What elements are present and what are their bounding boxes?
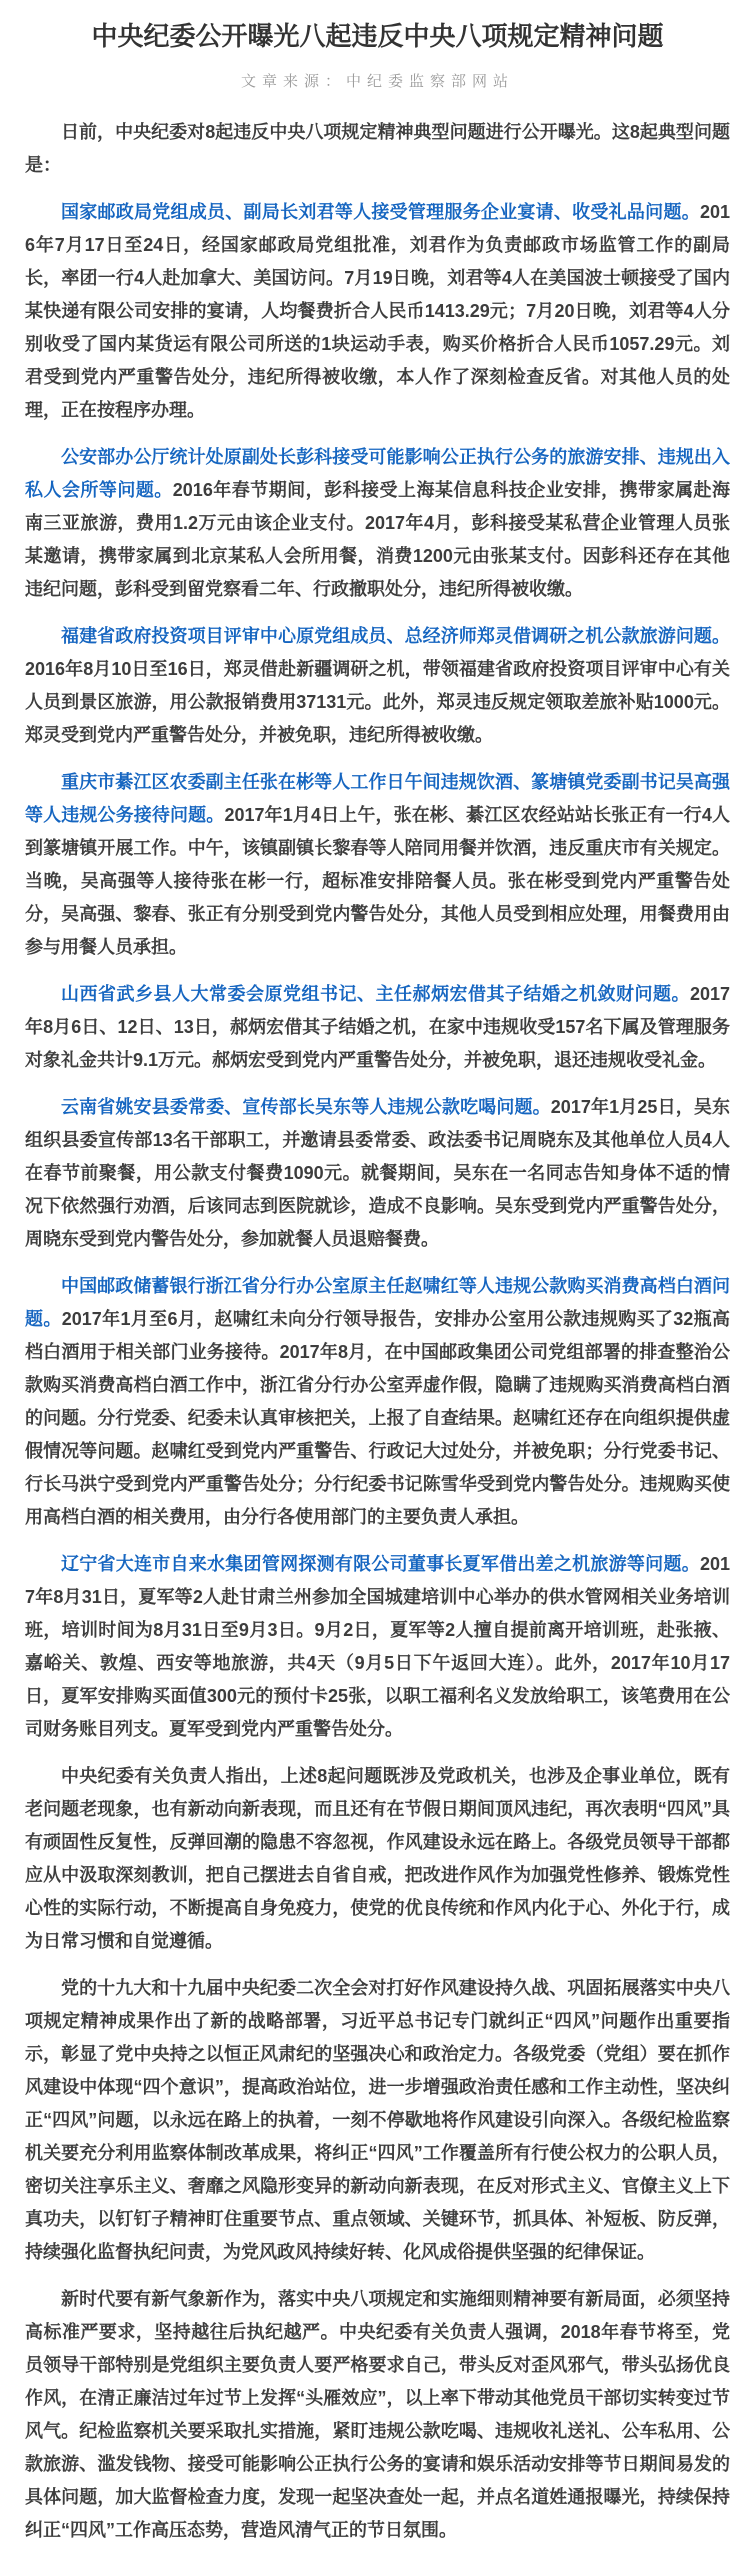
article-paragraph: 重庆市綦江区农委副主任张在彬等人工作日午间违规饮酒、篆塘镇党委副书记吴高强等人违规公务接待问题。2017年1月4日上午，张在彬、綦江区农经站站长张正有一行4人到篆塘镇开展工作。中午，该镇副镇长黎春等人陪同用餐并饮酒，违反重庆市有关规定。当晚，吴高强等人接待张在彬一行，超标准安排陪餐人员。张在彬受到党内严重警告处分，吴高强、黎春、张正有分别受到党内警告处分，其他人员受到相应处理，用餐费用由参与用餐人员承担。 bbox=[25, 772, 731, 957]
article-source: 文章来源：中纪委监察部网站 bbox=[240, 72, 514, 90]
article-paragraph: 新时代要有新气象新作为，落实中央八项规定和实施细则精神要有新局面，必须坚持高标准严要求，坚持越往后执纪越严。中央纪委有关负责人强调，2018年春节将至，党员领导干部特别是党组织主要负责人要严格要求自己，带头反对歪风邪气，带头弘扬优良作风，在清正廉洁过年过节上发挥“头雁效应”，以上率下带动其他党员干部切实转变过节风气。纪检监察机关要采取扎实措施，紧盯违规公款吃喝、违规收礼送礼、公车私用、公款旅游、滥发钱物、接受可能影响公正执行公务的宴请和娱乐活动安排等节日期间易发的具体问题，加大监督检查力度，发现一起坚决查处一起，并点名道姓通报曝光，持续保持纠正“四风”工作高压态势，营造风清气正的节日氛围。 bbox=[25, 2289, 730, 2540]
paragraph-lead: 山西省武乡县人大常委会原党组书记、主任郝炳宏借其子结婚之机敛财问题。 bbox=[61, 984, 690, 1004]
paragraph-lead: 重庆市綦江区农委副主任张在彬等人工作日午间违规饮酒、篆塘镇党委副书记吴高强等人违规公务接待问题。 bbox=[25, 772, 730, 825]
article-paragraph: 日前，中央纪委对8起违反中央八项规定精神典型问题进行公开曝光。这8起典型问题是： bbox=[25, 122, 730, 175]
paragraph-lead: 公安部办公厅统计处原副处长彭科接受可能影响公正执行公务的旅游安排、违规出入私人会所等问题。 bbox=[25, 447, 730, 500]
article-paragraph: 公安部办公厅统计处原副处长彭科接受可能影响公正执行公务的旅游安排、违规出入私人会所等问题。2016年春节期间，彭科接受上海某信息科技企业安排，携带家属赴海南三亚旅游，费用1.2万元由该企业支付。2017年4月，彭科接受某私营企业管理人员张某邀请，携带家属到北京某私人会所用餐，消费1200元由张某支付。因彭科还存在其他违纪问题，彭科受到留党察看二年、行政撤职处分，违纪所得被收缴。 bbox=[25, 447, 731, 599]
paragraph-lead: 国家邮政局党组成员、副局长刘君等人接受管理服务企业宴请、收受礼品问题。 bbox=[61, 202, 700, 222]
article-title: 中央纪委公开曝光八起违反中央八项规定精神问题 bbox=[91, 21, 664, 51]
paragraph-lead: 中国邮政储蓄银行浙江省分行办公室原主任赵啸红等人违规公款购买消费高档白酒问题。 bbox=[25, 1276, 730, 1329]
paragraph-lead: 云南省姚安县委常委、宣传部长吴东等人违规公款吃喝问题。 bbox=[61, 1097, 551, 1117]
article-paragraph: 云南省姚安县委常委、宣传部长吴东等人违规公款吃喝问题。2017年1月25日，吴东组织县委宣传部13名干部职工，并邀请县委常委、政法委书记周晓东及其他单位人员4人在春节前聚餐，用公款支付餐费1090元。就餐期间，吴东在一名同志告知身体不适的情况下依然强行劝酒，后该同志到医院就诊，造成不良影响。吴东受到党内严重警告处分，周晓东受到党内警告处分，参加就餐人员退赔餐费。 bbox=[25, 1097, 730, 1249]
article-paragraph: 中央纪委有关负责人指出，上述8起问题既涉及党政机关，也涉及企事业单位，既有老问题老现象，也有新动向新表现，而且还有在节假日期间顶风违纪，再次表明“四风”具有顽固性反复性，反弹回潮的隐患不容忽视，作风建设永远在路上。各级党员领导干部都应从中汲取深刻教训，把自己摆进去自省自戒，把改进作风作为加强党性修养、锻炼党性心性的实际行动，不断提高自身免疫力，使党的优良传统和作风内化于心、外化于行，成为日常习惯和自觉遵循。 bbox=[25, 1766, 730, 1951]
article-page bbox=[0, 20, 755, 2547]
article-paragraph: 党的十九大和十九届中央纪委二次全会对打好作风建设持久战、巩固拓展落实中央八项规定精神成果作出了新的战略部署，习近平总书记专门就纠正“四风”问题作出重要指示，彰显了党中央持之以恒正风肃纪的坚强决心和政治定力。各级党委（党组）要在抓作风建设中体现“四个意识”，提高政治站位，进一步增强政治责任感和工作主动性，坚决纠正“四风”问题，以永远在路上的执着，一刻不停歇地将作风建设引向深入。各级纪检监察机关要充分利用监察体制改革成果，将纠正“四风”工作覆盖所有行使公权力的公职人员，密切关注享乐主义、奢靡之风隐形变异的新动向新表现，在反对形式主义、官僚主义上下真功夫，以钉钉子精神盯住重要节点、重点领域、关键环节，抓具体、补短板、防反弹，持续强化监督执纪问责，为党风政风持续好转、化风成俗提供坚强的纪律保证。 bbox=[25, 1978, 730, 2262]
article-paragraph: 山西省武乡县人大常委会原党组书记、主任郝炳宏借其子结婚之机敛财问题。2017年8月6日、12日、13日，郝炳宏借其子结婚之机，在家中违规收受157名下属及管理服务对象礼金共计9.1万元。郝炳宏受到党内严重警告处分，并被免职，退还违规收受礼金。 bbox=[25, 984, 730, 1070]
article-paragraph: 国家邮政局党组成员、副局长刘君等人接受管理服务企业宴请、收受礼品问题。2016年7月17日至24日，经国家邮政局党组批准，刘君作为负责邮政市场监管工作的副局长，率团一行4人赴加拿大、美国访问。7月19日晚，刘君等4人在美国波士顿接受了国内某快递有限公司安排的宴请，人均餐费折合人民币1413.29元；7月20日晚，刘君等4人分别收受了国内某货运有限公司所送的1块运动手表，购买价格折合人民币1057.29元。刘君受到党内严重警告处分，违纪所得被收缴，本人作了深刻检查反省。对其他人员的处理，正在按程序办理。 bbox=[25, 202, 730, 420]
article-paragraph: 辽宁省大连市自来水集团管网探测有限公司董事长夏军借出差之机旅游等问题。2017年8月31日，夏军等2人赴甘肃兰州参加全国城建培训中心举办的供水管网相关业务培训班，培训时间为8月31日至9月3日。9月2日，夏军等2人擅自提前离开培训班，赴张掖、嘉峪关、敦煌、西安等地旅游，共4天（9月5日下午返回大连）。此外，2017年10月17日，夏军安排购买面值300元的预付卡25张，以职工福利名义发放给职工，该笔费用在公司财务账目列支。夏军受到党内严重警告处分。 bbox=[25, 1554, 730, 1739]
article-paragraph: 中国邮政储蓄银行浙江省分行办公室原主任赵啸红等人违规公款购买消费高档白酒问题。2017年1月至6月，赵啸红未向分行领导报告，安排办公室用公款违规购买了32瓶高档白酒用于相关部门业务接待。2017年8月，在中国邮政集团公司党组部署的排查整治公款购买消费高档白酒工作中，浙江省分行办公室弄虚作假，隐瞒了违规购买消费高档白酒的问题。分行党委、纪委未认真审核把关，上报了自查结果。赵啸红还存在向组织提供虚假情况等问题。赵啸红受到党内严重警告、行政记大过处分，并被免职；分行党委书记、行长马洪宁受到党内严重警告处分；分行纪委书记陈雪华受到党内警告处分。违规购买使用高档白酒的相关费用，由分行各使用部门的主要负责人承担。 bbox=[25, 1276, 730, 1527]
paragraph-lead: 福建省政府投资项目评审中心原党组成员、总经济师郑灵借调研之机公款旅游问题。 bbox=[61, 626, 730, 646]
paragraph-lead: 辽宁省大连市自来水集团管网探测有限公司董事长夏军借出差之机旅游等问题。 bbox=[61, 1554, 700, 1574]
article-paragraph: 福建省政府投资项目评审中心原党组成员、总经济师郑灵借调研之机公款旅游问题。2016年8月10日至16日，郑灵借赴新疆调研之机，带领福建省政府投资项目评审中心有关人员到景区旅游，用公款报销费用37131元。此外，郑灵违反规定领取差旅补贴1000元。郑灵受到党内严重警告处分，并被免职，违纪所得被收缴。 bbox=[25, 626, 730, 745]
article-body bbox=[25, 116, 730, 2547]
